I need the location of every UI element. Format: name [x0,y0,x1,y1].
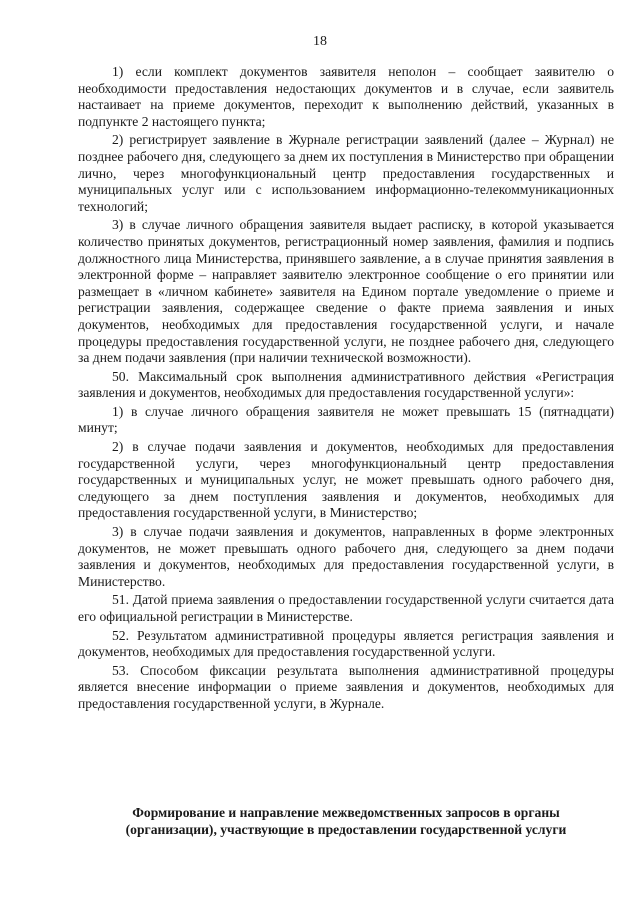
paragraph-item-2: 2) регистрирует заявление в Журнале регистрации заявлений (далее – Журнал) не позднее рабочего дня, следующего за днем их поступления в Министерство при обращении лично, через многофункциональный центр предоставления государственных и муниципальных услуг или с использованием информационно-телекоммуникационных технологий; [78,132,614,214]
paragraph-clause-51: 51. Датой приема заявления о предоставлении государственной услуги считается дата его официальной регистрации в Министерстве. [78,592,614,624]
paragraph-clause-53: 53. Способом фиксации результата выполнения административной процедуры является внесение информации о приеме заявления и документов, необходимых для предоставления государственной услуги, в Журнале. [78,662,614,711]
section-heading-line-1: Формирование и направление межведомственных запросов в органы [132,805,560,820]
paragraph-clause-50-item-3: 3) в случае подачи заявления и документов, направленных в форме электронных документов, не может превышать одного рабочего дня, следующего за днем подачи заявления и документов, необходимых для предоставления государственной услуги, в Министерство. [78,524,614,589]
section-heading-line-2: (организации), участвующие в предоставлении государственной услуги [125,822,567,837]
paragraph-clause-50: 50. Максимальный срок выполнения административного действия «Регистрация заявления и документов, необходимых для предоставления государственной услуги»: [78,368,614,401]
document-body [78,64,614,715]
paragraph-item-1: 1) если комплект документов заявителя неполон – сообщает заявителю о необходимости предоставления недостающих документов и в случае, если заявитель настаивает на приеме документов, переходит к выполнению действий, указанных в подпункте 2 настоящего пункта; [78,64,614,129]
page-number: 18 [313,34,327,49]
paragraph-clause-50-item-1: 1) в случае личного обращения заявителя не может превышать 15 (пятнадцати) минут; [78,403,614,436]
paragraph-item-3: 3) в случае личного обращения заявителя выдает расписку, в которой указывается количество принятых документов, регистрационный номер заявления, фамилия и подпись должностного лица Министерства, принявшего заявление, а в случае принятия заявления в электронной форме – направляет заявителю электронное сообщение о его принятии или размещает в «личном кабинете» заявителя на Едином портале уведомление о приеме и регистрации заявления, содержащее сведение о факте приема заявления и иных документов, необходимых для предоставления государственной услуги, и начале процедуры предоставления государственной услуги, не позднее рабочего дня, следующего за днем подачи заявления (при наличии технической возможности). [78,217,614,366]
section-heading [78,804,614,838]
paragraph-clause-50-item-2: 2) в случае подачи заявления и документов, необходимых для предоставления государственной услуги, через многофункциональный центр предоставления государственных и муниципальных услуг, не может превышать одного рабочего дня, следующего за днем поступления заявления и документов, необходимых для предоставления государственной услуги, в Министерство; [78,439,614,521]
paragraph-clause-52: 52. Результатом административной процедуры является регистрация заявления и документов, необходимых для предоставления государственной услуги. [78,627,614,660]
